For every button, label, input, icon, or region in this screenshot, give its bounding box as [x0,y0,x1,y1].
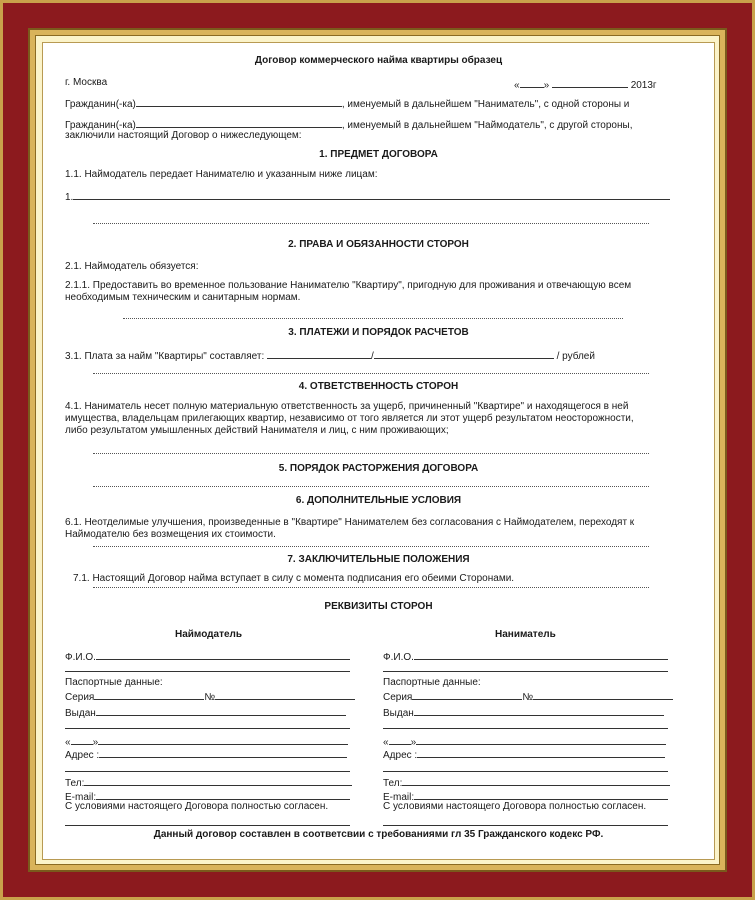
document-title: Договор коммерческого найма квартиры образец [254,55,503,66]
blank-line [65,671,350,672]
section6-heading: 6. ДОПОЛНИТЕЛЬНЫЕ УСЛОВИЯ [295,495,462,506]
blank-line [93,373,649,374]
section4-l1: 4.1. Наниматель несет полную материальную ответственность за ущерб, причиненный "Квартире" и находящегося в ней [65,401,629,412]
blank-line [383,771,668,772]
contract-date: « » 2013г [514,77,657,92]
blank-line [93,587,649,588]
lessor-issued: Выдан [65,705,346,720]
blank-line [383,671,668,672]
tenant-title: Наниматель [495,629,556,640]
tenant-fio: Ф.И.О. [383,649,668,664]
city: г. Москва [65,77,108,88]
section4-l2: имущества, владельцам прилегающих квартир, независимо от того является ли этот ущерб результатом неосторожности, [65,413,634,424]
tenant-issued: Выдан [383,705,664,720]
lessor-phone: Тел: [65,775,352,790]
section1-p1: 1.1. Наймодатель передает Нанимателю и указанным ниже лицам: [65,169,378,180]
section6-l1: 6.1. Неотделимые улучшения, произведенные в "Квартире" Нанимателем без согласования с Наймодателем, переходят к [65,517,635,528]
section2-p1: 2.1. Наймодатель обязуется: [65,261,199,272]
party2-line: Гражданин(-ка) , именуемый в дальнейшем "Наймодатель", с другой стороны, [65,117,632,132]
lessor-passport: Паспортные данные: [65,677,163,688]
lessor-date: « » [65,734,348,749]
lessor-series: Серия № [65,689,355,704]
section3-heading: 3. ПЛАТЕЖИ И ПОРЯДОК РАСЧЕТОВ [288,327,469,338]
section4-l3: либо результатом умышленных действий Нанимателя и лиц, с ним проживающих; [65,425,449,436]
footer-note: Данный договор составлен в соответсвии с требованиями гл 35 Гражданского кодекс РФ. [153,829,604,840]
blank-line [123,318,623,319]
section7-heading: 7. ЗАКЛЮЧИТЕЛЬНЫЕ ПОЛОЖЕНИЯ [287,554,470,565]
tenant-phone: Тел: [383,775,670,790]
party1-line: Гражданин(-ка) , именуемый в дальнейшем "Наниматель", с одной стороны и [65,96,629,111]
blank-line [65,728,350,729]
requisites-heading: РЕКВИЗИТЫ СТОРОН [324,601,433,612]
section3-p1: 3.1. Плата за найм "Квартиры" составляет: / / рублей [65,348,595,363]
tenant-date: « » [383,734,666,749]
section2-heading: 2. ПРАВА И ОБЯЗАННОСТИ СТОРОН [288,239,469,250]
lessor-fio: Ф.И.О. [65,649,350,664]
tenant-series: Серия № [383,689,673,704]
lessor-address: Адрес : [65,747,347,762]
section7-l1: 7.1. Настоящий Договор найма вступает в силу с момента подписания его обеими Сторонами. [73,573,515,584]
section6-l2: Наймодателю без возмещения их стоимости. [65,529,276,540]
section1-heading: 1. ПРЕДМЕТ ДОГОВОРА [319,149,438,160]
section5-heading: 5. ПОРЯДОК РАСТОРЖЕНИЯ ДОГОВОРА [278,463,479,474]
concluded-text: заключили настоящий Договор о нижеследующем: [65,130,302,141]
document-page [42,42,715,860]
tenant-address: Адрес : [383,747,665,762]
blank-line [93,223,649,224]
blank-line [93,486,649,487]
blank-line [93,453,649,454]
tenant-email: E-mail: [383,789,668,804]
section2-p2b: необходимым техническим и санитарным нормам. [65,292,301,303]
lessor-title: Наймодатель [175,629,243,640]
tenant-agree: С условиями настоящего Договора полностью согласен. [383,801,647,812]
lessor-email: E-mail: [65,789,350,804]
tenant-signature-line [383,825,668,826]
lessor-signature-line [65,825,350,826]
blank-line [383,728,668,729]
lessor-agree: С условиями настоящего Договора полностью согласен. [65,801,329,812]
section2-p2a: 2.1.1. Предоставить во временное пользование Нанимателю "Квартиру", пригодную для проживания и отвечающую всем [65,280,632,291]
tenant-passport: Паспортные данные: [383,677,481,688]
section4-heading: 4. ОТВЕТСТВЕННОСТЬ СТОРОН [298,381,459,392]
section1-item: 1. [65,189,670,204]
blank-line [65,771,350,772]
blank-line [93,546,649,547]
